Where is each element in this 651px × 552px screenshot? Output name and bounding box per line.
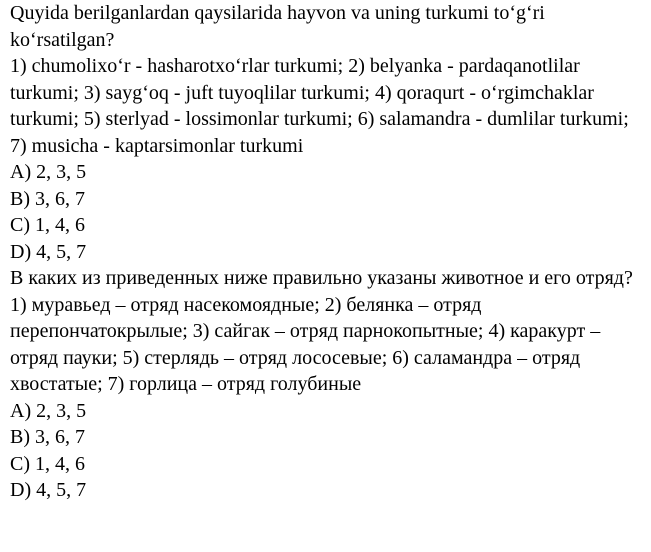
answer-option-d: D) 4, 5, 7 [10,240,87,263]
question-text: В каких из приведенных ниже правильно указаны животное и его отряд? [10,267,633,289]
answer-option-d: D) 4, 5, 7 [10,479,87,501]
question-items: 1) chumolixo‘r - hasharotxo‘rlar turkumi; 2) belyanka - pardaqanotlilar turkumi; 3) sayg‘oq - juft tuyoqlilar turkumi; 4) qoraqurt - o‘rgimchaklar turkumi; 5) sterlyad - lossimonlar turkumi; 6) salamandra - dumlilar turkumi; 7) musicha - kaptarsimonlar turkumi [10,55,629,157]
question-text: Quyida berilganlardan qaysilarida hayvon va uning turkumi to‘g‘ri ko‘rsatilgan? [10,2,545,51]
question-items: 1) муравьед – отряд насекомоядные; 2) белянка – отряд перепончатокрылые; 3) сайгак – отряд парнокопытные; 4) каракурт – отряд пауки; 5) стерлядь – отряд лососевые; 6) саламандра – отряд хвостатые; 7) горлица – отряд голубиные [10,293,601,395]
document-body [10,0,642,504]
answer-option-c: C) 1, 4, 6 [10,452,85,475]
answer-option-b: B) 3, 6, 7 [10,426,85,448]
answer-option-a: A) 2, 3, 5 [10,399,87,422]
answer-option-a: A) 2, 3, 5 [10,161,87,183]
answer-option-b: B) 3, 6, 7 [10,187,85,210]
answer-option-c: C) 1, 4, 6 [10,214,85,236]
question-ru [10,265,642,504]
question-uz [10,0,642,265]
